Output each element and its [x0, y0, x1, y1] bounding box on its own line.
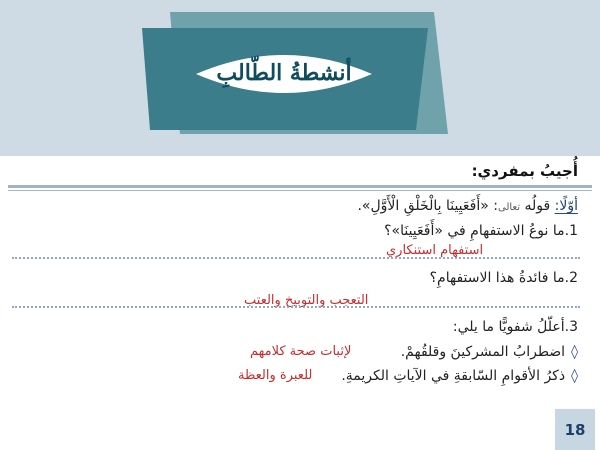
diamond-bullet-icon: ◊ — [571, 344, 578, 360]
answer-line-2 — [12, 306, 580, 308]
question-intro — [357, 198, 578, 214]
question-1: 1.ما نوعُ الاستفهامِ في «أَفَعَيِينَا»؟ — [384, 223, 578, 239]
question-2: 2.ما فائدةُ هذا الاستفهامِ؟ — [429, 270, 578, 286]
intro-small: تعالى — [497, 202, 521, 213]
answer-2: التعجب والتوبيخ والعتب — [244, 293, 369, 308]
intro-text: قولُه — [520, 198, 555, 214]
header-banner — [0, 0, 600, 156]
answer-3-2: للعبرة والعظة — [238, 368, 313, 383]
heading-rule-thin — [8, 190, 592, 191]
banner-title: أنشطةُ الطّالبِ — [216, 60, 352, 86]
answer-1: استفهام استنكاري — [386, 243, 484, 258]
heading-rule — [8, 185, 592, 188]
page-number: 18 — [555, 409, 595, 450]
question-3-item-1 — [401, 344, 578, 360]
question-3-item-2 — [341, 368, 578, 384]
item-2-text: ذكرُ الأقوامِ السّابقةِ في الآياتِ الكريمةِ. — [341, 368, 566, 384]
item-1-text: اضطرابُ المشركينَ وقلقُهمْ. — [400, 344, 566, 360]
diamond-bullet-icon: ◊ — [571, 368, 578, 384]
answer-line-1 — [12, 257, 580, 259]
answer-3-1: لإثبات صحة كلامهم — [250, 344, 352, 359]
section-heading: أُجيبُ بمفردي: — [471, 162, 578, 180]
question-3: 3.أعلّلُ شفويًّا ما يلي: — [452, 319, 578, 335]
intro-quote: : «أَفَعَيِينَا بِالْخَلْقِ الْأَوَّلِ». — [357, 198, 498, 214]
intro-label: أوّلًا: — [554, 198, 578, 214]
